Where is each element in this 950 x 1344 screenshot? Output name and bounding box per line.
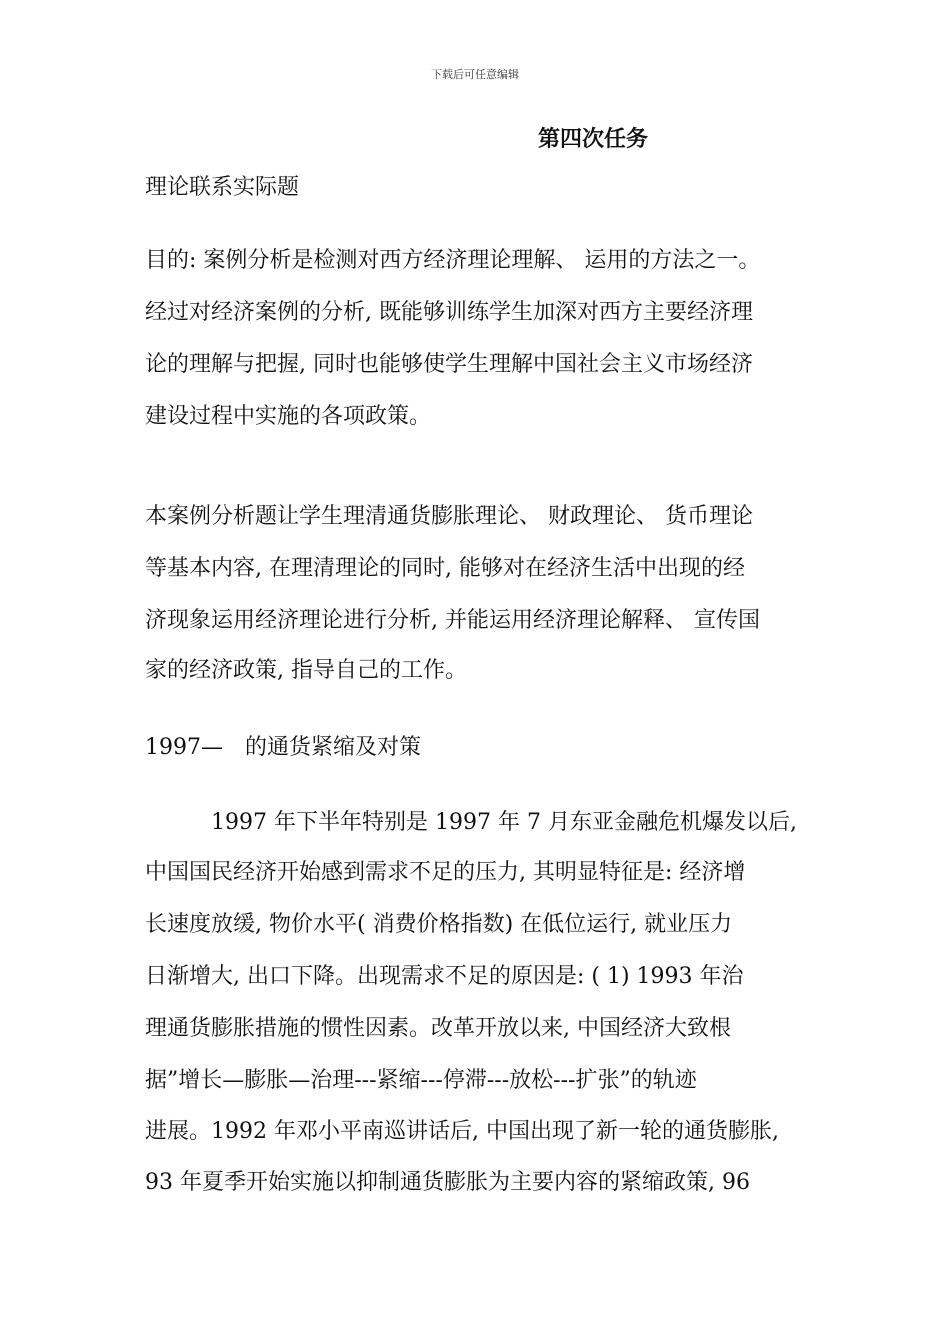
paragraph-line: 建设过程中实施的各项政策。 <box>145 404 432 429</box>
paragraph-line: 等基本内容, 在理清理论的同时, 能够对在经济生活中出现的经 <box>145 556 745 581</box>
paragraph-line: 本案例分析题让学生理清通货膨胀理论、 财政理论、 货币理论 <box>145 504 753 529</box>
paragraph-line: 长速度放缓, 物价水平( 消费价格指数) 在低位运行, 就业压力 <box>145 912 733 937</box>
paragraph-line: 家的经济政策, 指导自己的工作。 <box>145 658 467 683</box>
paragraph-line: 进展。1992 年邓小平南巡讲话后, 中国出现了新一轮的通货膨胀, <box>145 1119 779 1144</box>
paragraph-line: 日渐增大, 出口下降。出现需求不足的原因是: ( 1) 1993 年治 <box>145 964 744 989</box>
paragraph-line: 中国国民经济开始感到需求不足的压力, 其明显特征是: 经济增 <box>145 860 746 885</box>
case-heading: 1997— 的通货紧缩及对策 <box>145 735 421 760</box>
paragraph-line: 理通货膨胀措施的惯性因素。改革开放以来, 中国经济大致根 <box>145 1016 731 1041</box>
paragraph-line: 经过对经济案例的分析, 既能够训练学生加深对西方主要经济理 <box>145 300 753 325</box>
paragraph-line: 据”增长—膨胀—治理---紧缩---停滞---放松---扩张”的轨迹 <box>145 1068 697 1093</box>
document-title: 第四次任务 <box>538 127 649 152</box>
paragraph-line: 论的理解与把握, 同时也能够使学生理解中国社会主义市场经济 <box>145 352 753 377</box>
paragraph-line: 目的: 案例分析是检测对西方经济理论理解、 运用的方法之一。 <box>145 248 761 273</box>
paragraph-line: 1997 年下半年特别是 1997 年 7 月东亚金融危机爆发以后, <box>145 810 797 835</box>
paragraph-line: 93 年夏季开始实施以抑制通货膨胀为主要内容的紧缩政策, 96 <box>145 1170 750 1195</box>
section-heading: 理论联系实际题 <box>145 175 300 200</box>
page-header-note: 下载后可任意编辑 <box>431 68 519 81</box>
paragraph-line: 济现象运用经济理论进行分析, 并能运用经济理论解释、 宣传国 <box>145 608 760 633</box>
